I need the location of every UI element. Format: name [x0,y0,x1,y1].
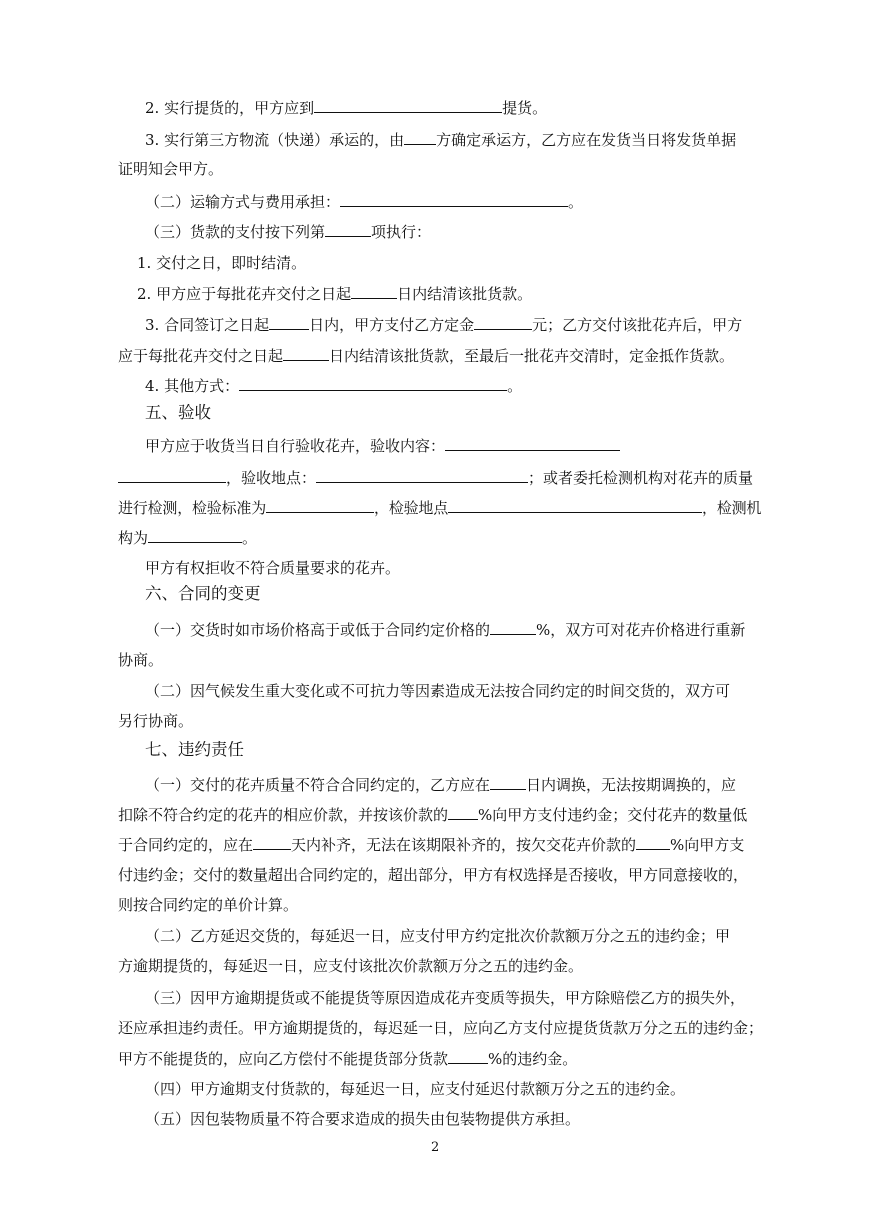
paragraph-line [145,434,620,457]
paragraph-line [118,1047,577,1070]
paragraph-line [145,374,522,397]
text: 甲方不能提货的，应向乙方偿付不能提货部分货款 [118,1050,449,1068]
text: 元；乙方交付该批花卉后，甲方 [532,316,743,334]
text: 3. 合同签订之日起 [145,316,270,334]
text: 方确定承运方，乙方应在发货当日将发货单据 [436,131,737,149]
text: 项执行： [371,223,432,241]
text: （五）因包装物质量不符合要求造成的损失由包装物提供方承担。 [145,1110,581,1128]
fill-blank [490,618,536,635]
paragraph-line [145,925,730,947]
paragraph-line [118,864,748,886]
paragraph-line [145,987,745,1009]
text: 1. 交付之日，即时结清。 [137,254,307,272]
text: 扣除不符合约定的花卉的相应价款，并按该价款的 [118,806,449,824]
text: 提货。 [502,99,548,117]
paragraph-line [118,803,747,826]
paragraph-line [118,649,163,671]
text: 4. 其他方式： [145,377,240,395]
paragraph-line [118,158,223,180]
text: %，双方可对花卉价格进行重新 [536,621,746,639]
text: 。 [568,193,584,211]
fill-blank [283,344,329,361]
paragraph-line [145,220,431,243]
section-heading-liability: 七、违约责任 [145,740,244,759]
fill-blank [404,128,436,145]
paragraph-line [145,618,745,641]
fill-blank [239,374,507,391]
text: 3. 实行第三方物流（快递）承运的，由 [145,131,405,149]
text: 天内补齐，无法在该期限补齐的，按欠交花卉价款的 [291,836,637,854]
paragraph-line [118,894,298,916]
section-heading-contract-change: 六、合同的变更 [145,584,261,603]
text: ，验收地点： [226,469,317,487]
fill-blank [316,466,528,483]
paragraph-line [145,1108,580,1130]
fill-blank [448,803,478,820]
text: 应于每批花卉交付之日起 [118,347,284,365]
paragraph-line [145,190,583,213]
fill-blank [474,313,532,330]
text: （二）因气候发生重大变化或不可抗力等因素造成无法按合同约定的时间交货的，双方可 [145,682,731,700]
paragraph-line [137,282,532,305]
text: 付违约金；交付的数量超出合同约定的，超出部分，甲方有权选择是否接收，甲方同意接收的， [118,866,749,884]
text: （二）运输方式与费用承担： [145,193,341,211]
text: （一）交货时如市场价格高于或低于合同约定价格的 [145,621,491,639]
text: ；或者委托检测机构对花卉的质量 [528,469,754,487]
paragraph-line [145,1078,685,1100]
text: %向甲方支付违约金；交付花卉的数量低 [478,806,748,824]
text: 于合同约定的，应在 [118,836,254,854]
paragraph-line [145,128,736,151]
paragraph-line [118,344,734,367]
text: （三）因甲方逾期提货或不能提货等原因造成花卉变质等损失，甲方除赔偿乙方的损失外， [145,989,746,1007]
text: 方逾期提货的，每延迟一日，应支付该批次价款额万分之五的违约金。 [118,957,584,975]
paragraph-line [118,955,583,977]
fill-blank [325,220,371,237]
fill-blank [340,190,568,207]
paragraph-line [118,466,753,489]
text: %向甲方支 [670,836,745,854]
paragraph-line [145,313,742,336]
text: 协商。 [118,651,164,669]
text: （三）货款的支付按下列第 [145,223,326,241]
text: %的违约金。 [488,1050,578,1068]
fill-blank [490,773,526,790]
paragraph-line [118,833,744,856]
fill-blank [314,96,502,113]
text: （一）交付的花卉质量不符合合同约定的，乙方应在 [145,776,491,794]
paragraph-line [118,710,193,732]
text: （二）乙方延迟交货的，每延迟一日，应支付甲方约定批次价款额万分之五的违约金；甲 [145,927,731,945]
text: 甲方有权拒收不符合质量要求的花卉。 [145,559,401,577]
fill-blank [269,313,309,330]
fill-blank [253,833,291,850]
text: 。 [507,377,523,395]
text: （四）甲方逾期支付货款的，每延迟一日，应支付延迟付款额万分之五的违约金。 [145,1080,686,1098]
text: 证明知会甲方。 [118,160,224,178]
paragraph-line [145,96,547,119]
text: 另行协商。 [118,712,194,730]
paragraph-line [145,773,736,796]
fill-blank [445,434,620,451]
paragraph-line [145,680,730,702]
paragraph-line [118,1017,763,1039]
fill-blank [118,466,226,483]
paragraph-line [118,526,257,549]
text: ，检验地点 [374,499,449,517]
paragraph-line [145,557,400,579]
paragraph-line [137,252,306,274]
text: 构为 [118,529,149,547]
fill-blank [448,496,702,513]
fill-blank [148,526,242,543]
text: 2. 甲方应于每批花卉交付之日起 [137,285,352,303]
text: 日内，甲方支付乙方定金 [309,316,475,334]
text: 则按合同约定的单价计算。 [118,896,299,914]
text: 2. 实行提货的，甲方应到 [145,99,315,117]
text: ，检测机 [702,499,762,517]
fill-blank [448,1047,488,1064]
page-number: 2 [431,1140,440,1155]
section-heading-acceptance: 五、验收 [145,403,211,422]
text: 进行检测，检验标准为 [118,499,267,517]
fill-blank [351,282,397,299]
fill-blank [266,496,374,513]
text: 日内调换，无法按期调换的，应 [526,776,737,794]
text: 甲方应于收货当日自行验收花卉，验收内容： [145,437,446,455]
paragraph-line [118,496,761,519]
text: 还应承担违约责任。甲方逾期提货的，每迟延一日，应向乙方支付应提货货款万分之五的违约金； [118,1019,764,1037]
text: 日内结清该批货款，至最后一批花卉交清时，定金抵作货款。 [329,347,735,365]
fill-blank [636,833,670,850]
text: 。 [242,529,258,547]
text: 日内结清该批货款。 [397,285,533,303]
